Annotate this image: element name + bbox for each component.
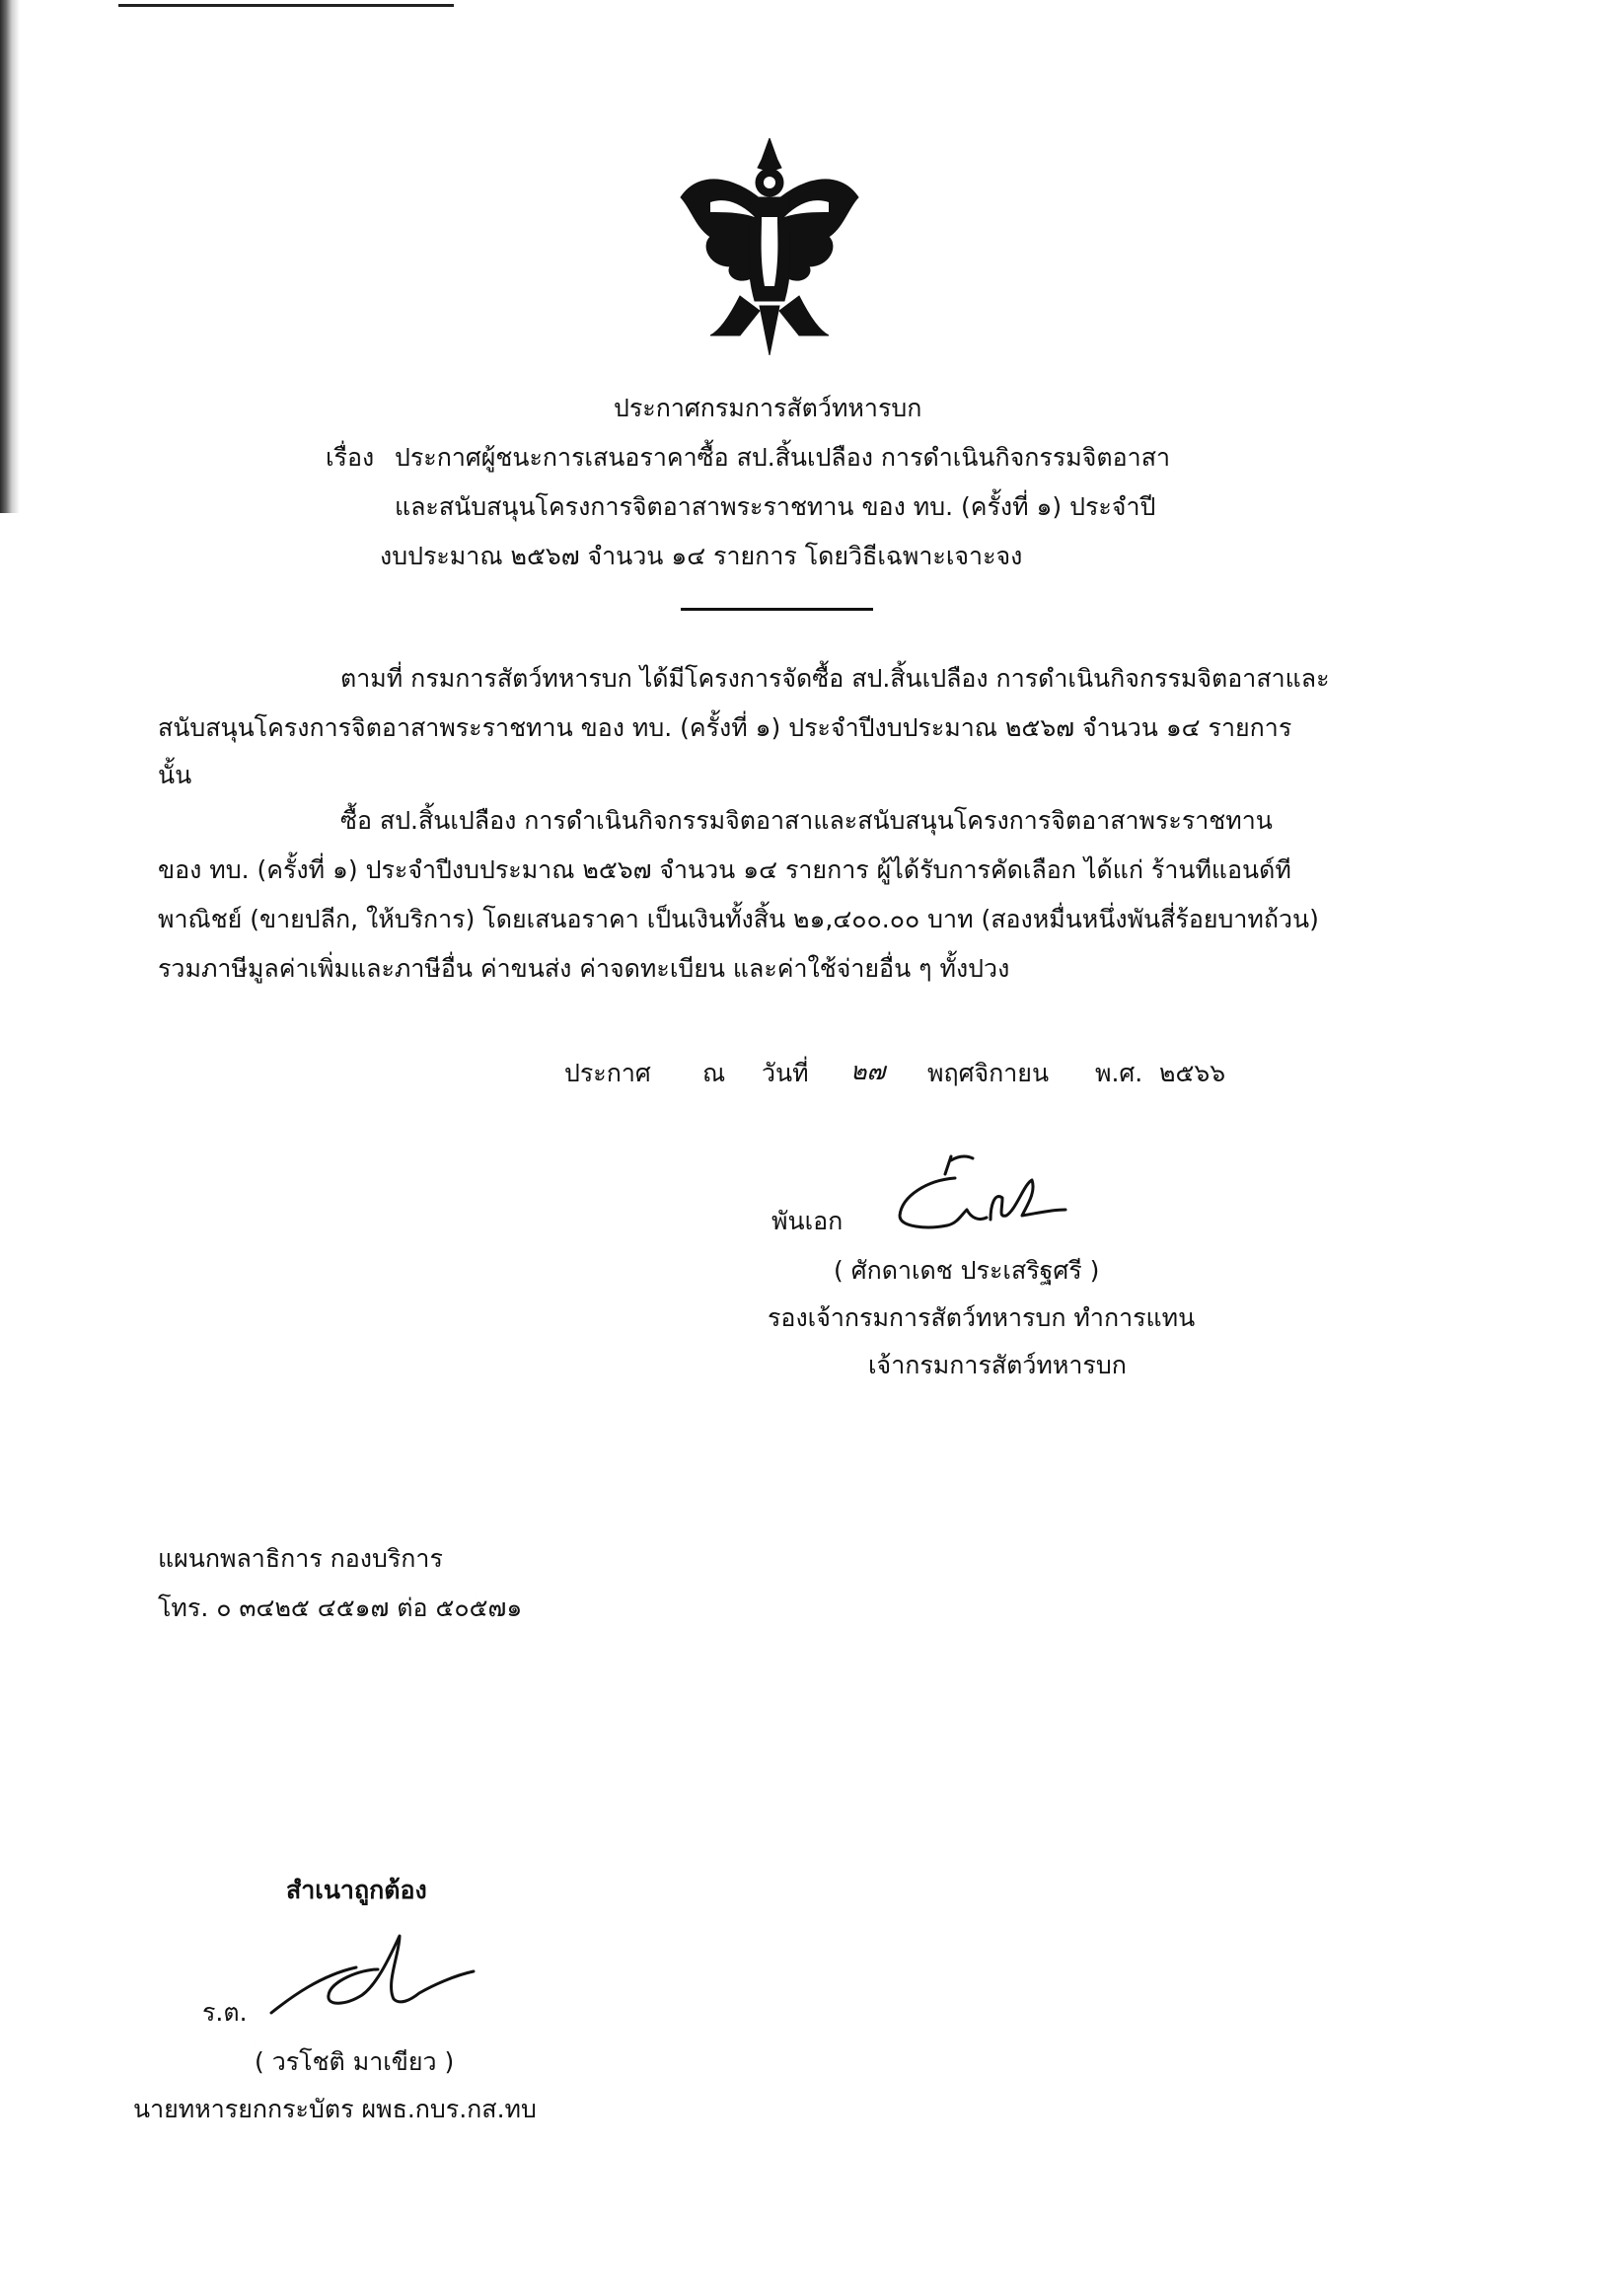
- scan-edge-shadow: [0, 0, 20, 513]
- header-divider: [681, 608, 873, 611]
- paragraph-1-line-1: ตามที่ กรมการสัตว์ทหารบก ได้มีโครงการจัดซื้อ สป.สิ้นเปลือง การดำเนินกิจกรรมจิตอาสาและ: [340, 664, 1330, 693]
- date-day: ๒๗: [850, 1057, 886, 1085]
- date-year-label: พ.ศ.: [1095, 1059, 1143, 1087]
- paragraph-1-line-3: นั้น: [158, 761, 192, 789]
- certification-name: ( วรโชติ มาเขียว ): [255, 2047, 455, 2076]
- subject-line-3: งบประมาณ ๒๕๖๗ จำนวน ๑๔ รายการ โดยวิธีเฉพาะเจาะจง: [380, 542, 1023, 570]
- signatory-position-1: รองเจ้ากรมการสัตว์ทหารบก ทำการแทน: [768, 1303, 1196, 1332]
- date-month: พฤศจิกายน: [927, 1059, 1050, 1087]
- contact-office: แผนกพลาธิการ กองบริการ: [158, 1544, 443, 1573]
- subject-line-2: และสนับสนุนโครงการจิตอาสาพระราชทาน ของ ทบ. (ครั้งที่ ๑) ประจำปี: [395, 492, 1156, 521]
- scan-top-line: [118, 4, 454, 7]
- certification-title: สำเนาถูกต้อง: [286, 1876, 427, 1904]
- garuda-emblem-icon: [671, 138, 868, 355]
- date-at: ณ: [702, 1059, 726, 1087]
- contact-phone: โทร. ๐ ๓๔๒๕ ๔๕๑๗ ต่อ ๕๐๕๗๑: [158, 1593, 523, 1622]
- subject-label: เรื่อง: [326, 443, 375, 472]
- signatory-name: ( ศักดาเดช ประเสริฐศรี ): [834, 1256, 1100, 1285]
- paragraph-2-line-3: พาณิชย์ (ขายปลีก, ให้บริการ) โดยเสนอราคา เป็นเงินทั้งสิ้น ๒๑,๔๐๐.๐๐ บาท (สองหมื่นหนึ่งพันสี่ร้อยบาทถ้วน): [158, 905, 1319, 933]
- signatory-position-2: เจ้ากรมการสัตว์ทหารบก: [868, 1351, 1127, 1379]
- certification-rank: ร.ต.: [202, 1998, 248, 2027]
- paragraph-2-line-2: ของ ทบ. (ครั้งที่ ๑) ประจำปีงบประมาณ ๒๕๖๗ จำนวน ๑๔ รายการ ผู้ได้รับการคัดเลือก ได้แก่ ร้านทีแอนด์ที: [158, 855, 1291, 884]
- certifier-signature-icon: [261, 1924, 478, 2023]
- signatory-signature-icon: [888, 1145, 1085, 1243]
- date-year: ๒๕๖๖: [1159, 1059, 1226, 1087]
- subject-line-1: ประกาศผู้ชนะการเสนอราคาซื้อ สป.สิ้นเปลือง การดำเนินกิจกรรมจิตอาสา: [395, 443, 1170, 472]
- date-day-label: วันที่: [762, 1059, 809, 1087]
- paragraph-2-line-4: รวมภาษีมูลค่าเพิ่มและภาษีอื่น ค่าขนส่ง ค่าจดทะเบียน และค่าใช้จ่ายอื่น ๆ ทั้งปวง: [158, 954, 1010, 983]
- date-prefix: ประกาศ: [564, 1059, 651, 1087]
- announcement-agency: ประกาศกรมการสัตว์ทหารบก: [614, 394, 922, 422]
- paragraph-1-line-2: สนับสนุนโครงการจิตอาสาพระราชทาน ของ ทบ. (ครั้งที่ ๑) ประจำปีงบประมาณ ๒๕๖๗ จำนวน ๑๔ รายการ: [158, 713, 1292, 742]
- certification-position: นายทหารยกกระบัตร ผพธ.กบร.กส.ทบ: [133, 2095, 537, 2123]
- paragraph-2-line-1: ซื้อ สป.สิ้นเปลือง การดำเนินกิจกรรมจิตอาสาและสนับสนุนโครงการจิตอาสาพระราชทาน: [340, 806, 1273, 835]
- signatory-rank: พันเอก: [771, 1207, 844, 1235]
